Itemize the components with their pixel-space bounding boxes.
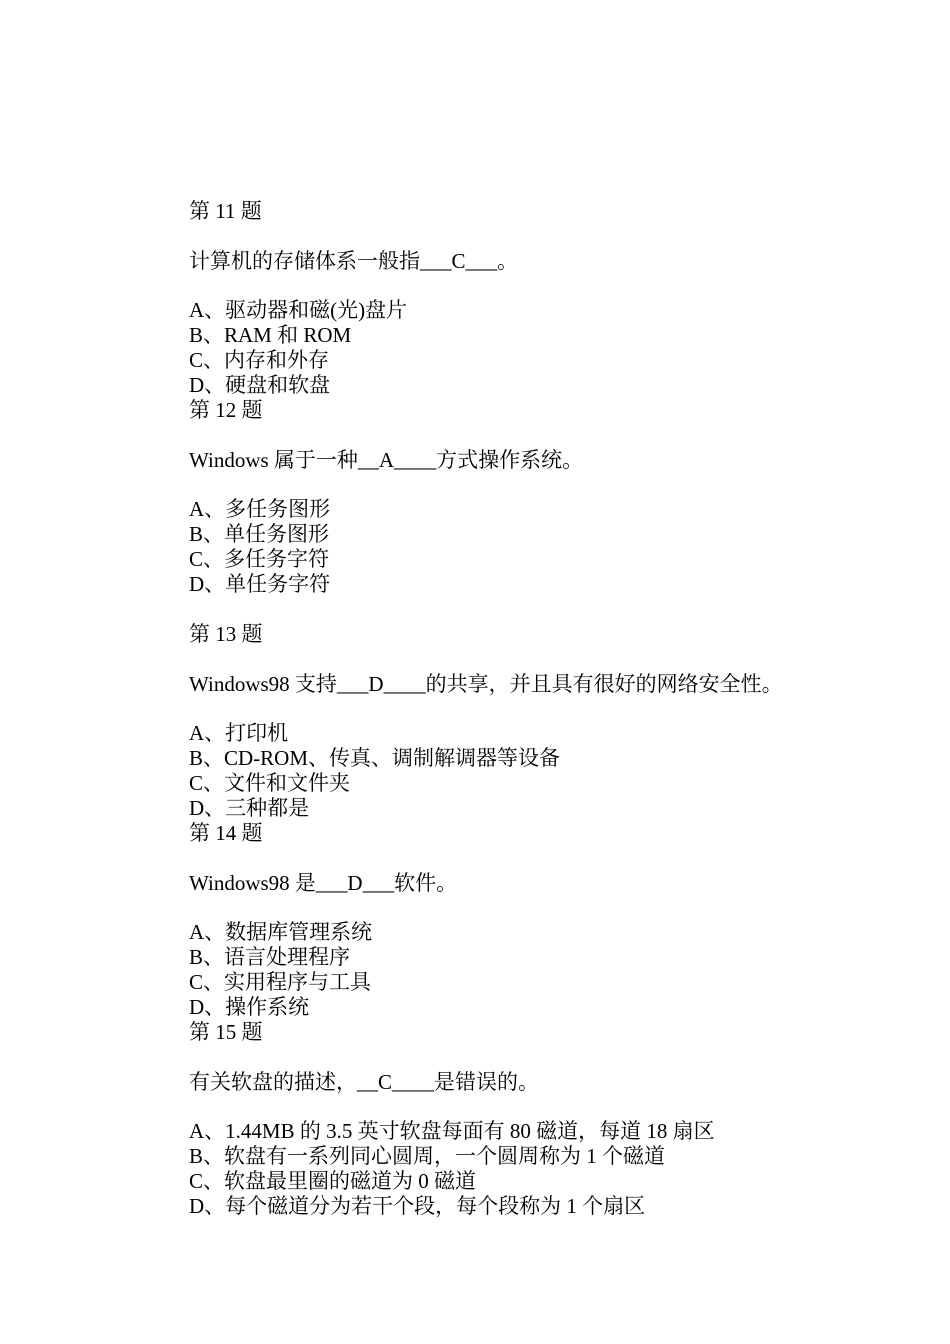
question-heading: 第 15 题 [189, 1020, 263, 1044]
option-a: A、数据库管理系统 [189, 920, 373, 944]
question-stem: Windows98 是___D___软件。 [189, 871, 458, 895]
option-d: D、操作系统 [189, 995, 310, 1019]
option-d: D、硬盘和软盘 [189, 373, 331, 397]
option-d: D、单任务字符 [189, 572, 331, 596]
question-stem: 有关软盘的描述，__C____是错误的。 [189, 1070, 540, 1094]
option-b: B、单任务图形 [189, 522, 330, 546]
question-heading: 第 12 题 [189, 398, 263, 422]
question-heading: 第 14 题 [189, 821, 263, 845]
option-c: C、多任务字符 [189, 547, 330, 571]
question-heading: 第 11 题 [189, 199, 262, 223]
option-a: A、多任务图形 [189, 497, 331, 521]
option-c: C、内存和外存 [189, 348, 330, 372]
question-stem: Windows98 支持___D____的共享，并且具有很好的网络安全性。 [189, 672, 783, 696]
option-d: D、每个磁道分为若干个段，每个段称为 1 个扇区 [189, 1194, 646, 1218]
option-a: A、驱动器和磁(光)盘片 [189, 298, 408, 322]
option-b: B、RAM 和 ROM [189, 323, 352, 347]
question-stem: 计算机的存储体系一般指___C___。 [189, 249, 519, 273]
option-c: C、软盘最里圈的磁道为 0 磁道 [189, 1169, 477, 1193]
option-b: B、语言处理程序 [189, 945, 351, 969]
question-heading: 第 13 题 [189, 622, 263, 646]
option-c: C、文件和文件夹 [189, 771, 351, 795]
option-b: B、软盘有一系列同心圆周，一个圆周称为 1 个磁道 [189, 1144, 666, 1168]
question-stem: Windows 属于一种__A____方式操作系统。 [189, 448, 584, 472]
option-b: B、CD-ROM、传真、调制解调器等设备 [189, 746, 561, 770]
option-a: A、打印机 [189, 721, 289, 745]
option-a: A、1.44MB 的 3.5 英寸软盘每面有 80 磁道，每道 18 扇区 [189, 1119, 715, 1143]
option-c: C、实用程序与工具 [189, 970, 372, 994]
option-d: D、三种都是 [189, 796, 310, 820]
